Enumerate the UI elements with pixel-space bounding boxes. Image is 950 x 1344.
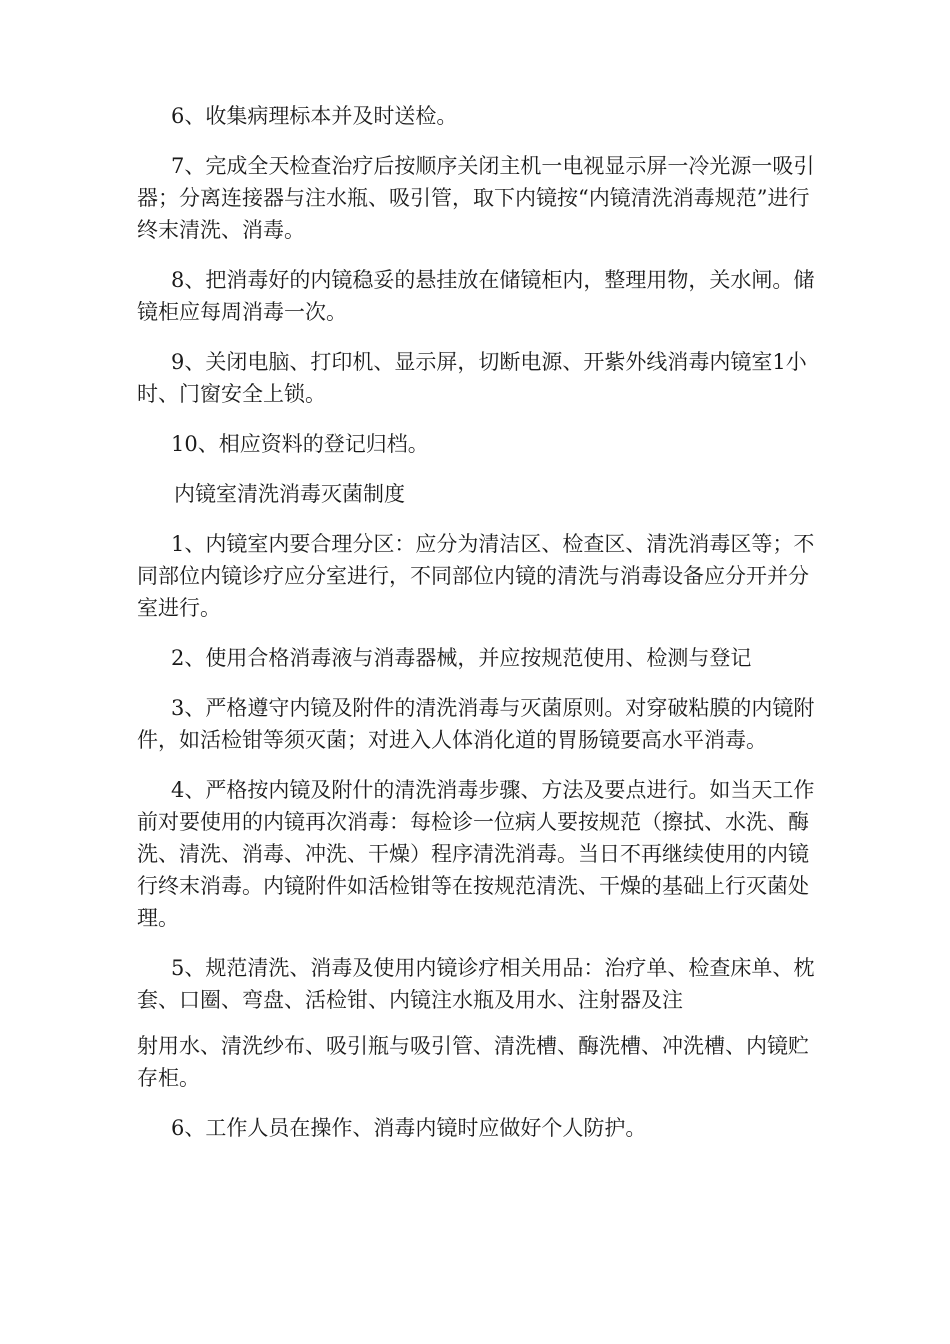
- paragraph-rule-3-principles: 3、严格遵守内镜及附件的清洗消毒与灭菌原则。对穿破粘膜的内镜附件，如活检钳等须灭菌；对进入人体消化道的胃肠镜要高水平消毒。: [137, 696, 815, 752]
- paragraph-item-6-pathology: 6、收集病理标本并及时送检。: [171, 104, 458, 128]
- paragraph-rule-5-supplies: 5、规范清洗、消毒及使用内镜诊疗相关用品：治疗单、检查床单、枕套、口圈、弯盘、活检钳、内镜注水瓶及用水、注射器及注: [137, 956, 815, 1012]
- paragraph-rule-1-zoning: 1、内镜室内要合理分区：应分为清洁区、检查区、清洗消毒区等；不同部位内镜诊疗应分室进行，不同部位内镜的清洗与消毒设备应分开并分室进行。: [137, 532, 815, 620]
- section-heading: 内镜室清洗消毒灭菌制度: [174, 482, 405, 506]
- paragraph-rule-5-continued: 射用水、清洗纱布、吸引瓶与吸引管、清洗槽、酶洗槽、冲洗槽、内镜贮存柜。: [137, 1034, 809, 1090]
- document-body: [137, 100, 825, 1162]
- paragraph-item-8-storage: 8、把消毒好的内镜稳妥的悬挂放在储镜柜内，整理用物，关水闸。储镜柜应每周消毒一次。: [137, 268, 815, 324]
- paragraph-item-10-archive: 10、相应资料的登记归档。: [171, 432, 429, 456]
- paragraph-item-9-power-off: 9、关闭电脑、打印机、显示屏，切断电源、开紫外线消毒内镜室1小时、门窗安全上锁。: [137, 350, 807, 406]
- paragraph-rule-2-disinfectant: 2、使用合格消毒液与消毒器械，并应按规范使用、检测与登记: [171, 646, 752, 670]
- paragraph-rule-6-protection: 6、工作人员在操作、消毒内镜时应做好个人防护。: [171, 1116, 647, 1140]
- paragraph-item-7-shutdown: 7、完成全天检查治疗后按顺序关闭主机一电视显示屏一冷光源一吸引器；分离连接器与注水瓶、吸引管，取下内镜按“内镜清洗消毒规范”进行终末清洗、消毒。: [137, 154, 815, 242]
- paragraph-rule-4-procedure: 4、严格按内镜及附什的清洗消毒步骤、方法及要点进行。如当天工作前对要使用的内镜再次消毒：每检诊一位病人要按规范（擦拭、水洗、酶洗、清洗、消毒、冲洗、干燥）程序清洗消毒。当日不再继续使用的内镜行终末消毒。内镜附件如活检钳等在按规范清洗、干燥的基础上行灭菌处理。: [137, 778, 815, 930]
